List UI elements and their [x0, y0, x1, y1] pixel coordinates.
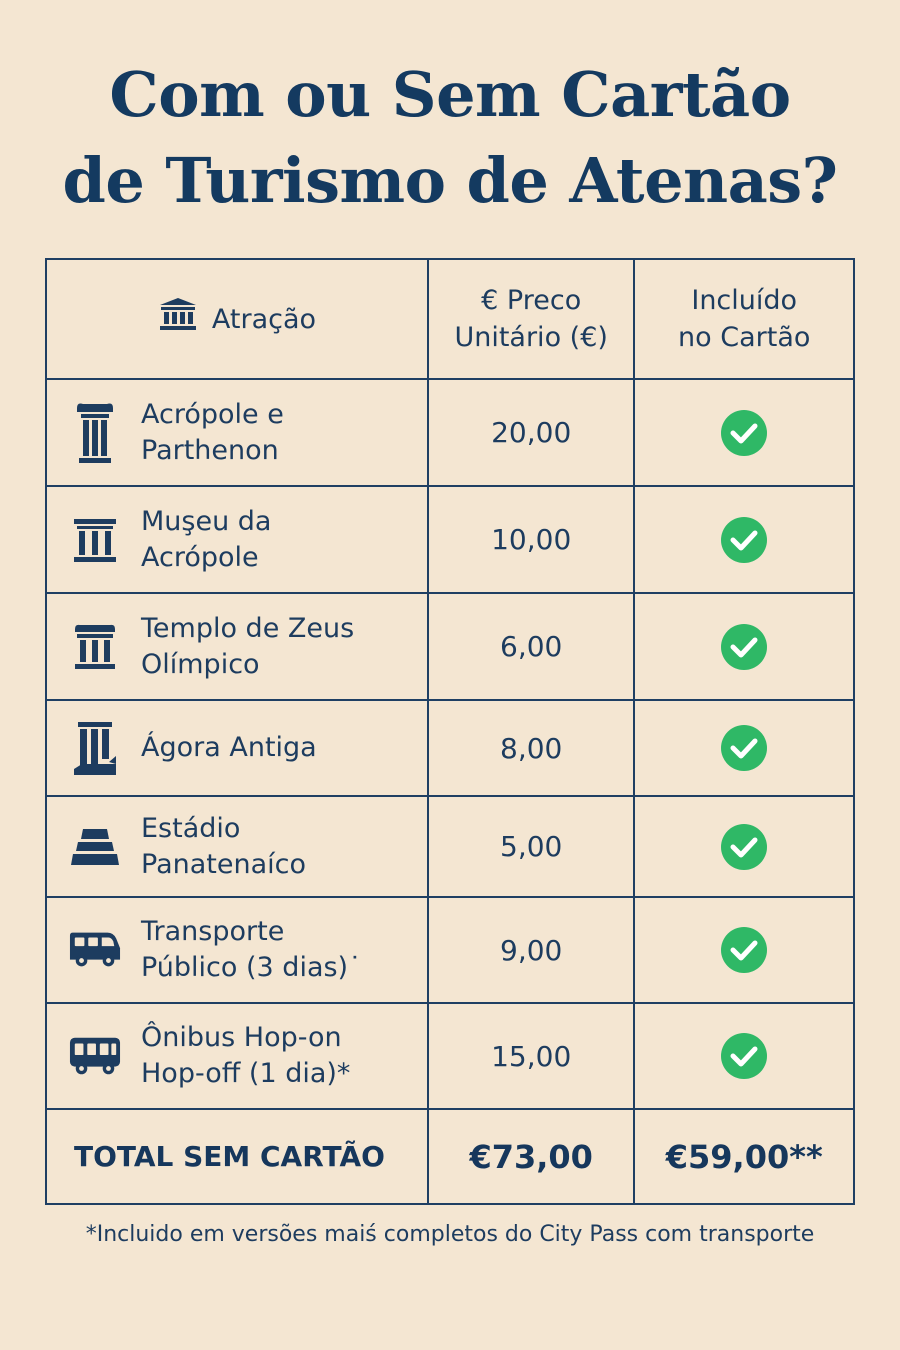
total-with-card: €59,00**	[634, 1109, 854, 1204]
included-cell	[634, 897, 854, 1003]
check-icon	[720, 724, 768, 772]
column-icon	[69, 403, 121, 463]
price-cell: 9,00	[428, 897, 635, 1003]
stadium-icon	[69, 817, 121, 877]
check-icon	[720, 516, 768, 564]
header-included-label: Incluído no Cartão	[678, 285, 811, 353]
check-icon	[720, 926, 768, 974]
attraction-name: Acrópole e Parthenon	[141, 398, 284, 466]
attraction-name: Transporte Público (3 dias)˙	[141, 916, 362, 983]
museum-icon	[69, 510, 121, 570]
price-cell: 5,00	[428, 796, 635, 897]
price-cell: 15,00	[428, 1003, 635, 1109]
check-icon	[720, 823, 768, 871]
header-included	[634, 259, 854, 379]
table-row	[46, 486, 854, 593]
total-row	[46, 1109, 854, 1204]
table-row	[46, 897, 854, 1003]
page-title	[0, 52, 900, 224]
header-price-label: € Preco Unitário (€)	[454, 285, 608, 353]
total-label: TOTAL SEM CARTÃO	[46, 1109, 428, 1204]
price-cell: 20,00	[428, 379, 635, 486]
comparison-table	[45, 258, 855, 1205]
included-cell	[634, 700, 854, 796]
coach-icon	[69, 1026, 121, 1086]
table-row	[46, 796, 854, 897]
included-cell	[634, 1003, 854, 1109]
bus-icon	[69, 920, 121, 980]
temple-icon	[69, 617, 121, 677]
attraction-name: Estádio Panatenaíco	[141, 812, 306, 880]
included-cell	[634, 486, 854, 593]
ruins-icon	[69, 718, 121, 778]
footnote: *Incluido em versões maiś completos do City Pass com transporte	[85, 1222, 815, 1247]
title-line-1: Com ou Sem Cartão	[109, 58, 791, 131]
attraction-name: Ônibus Hop-on Hop-off (1 dia)*	[141, 1022, 351, 1089]
included-cell	[634, 379, 854, 486]
price-cell: 10,00	[428, 486, 635, 593]
price-cell: 8,00	[428, 700, 635, 796]
attraction-name: Muşeu da Acrópole	[141, 505, 272, 573]
included-cell	[634, 593, 854, 700]
total-without-card: €73,00	[428, 1109, 635, 1204]
landmark-icon	[158, 297, 198, 341]
attraction-name: Ágora Antiga	[141, 732, 317, 763]
table-row	[46, 379, 854, 486]
header-price	[428, 259, 635, 379]
attraction-name: Templo de Zeus Olímpico	[141, 612, 355, 680]
check-icon	[720, 409, 768, 457]
table-row	[46, 1003, 854, 1109]
included-cell	[634, 796, 854, 897]
check-icon	[720, 623, 768, 671]
header-attraction-label: Atração	[211, 303, 317, 335]
price-cell: 6,00	[428, 593, 635, 700]
header-attraction	[46, 259, 428, 379]
title-line-2: de Turismo de Atenas?	[62, 144, 838, 217]
table-row	[46, 593, 854, 700]
table-header-row	[46, 259, 854, 379]
table-row	[46, 700, 854, 796]
check-icon	[720, 1032, 768, 1080]
